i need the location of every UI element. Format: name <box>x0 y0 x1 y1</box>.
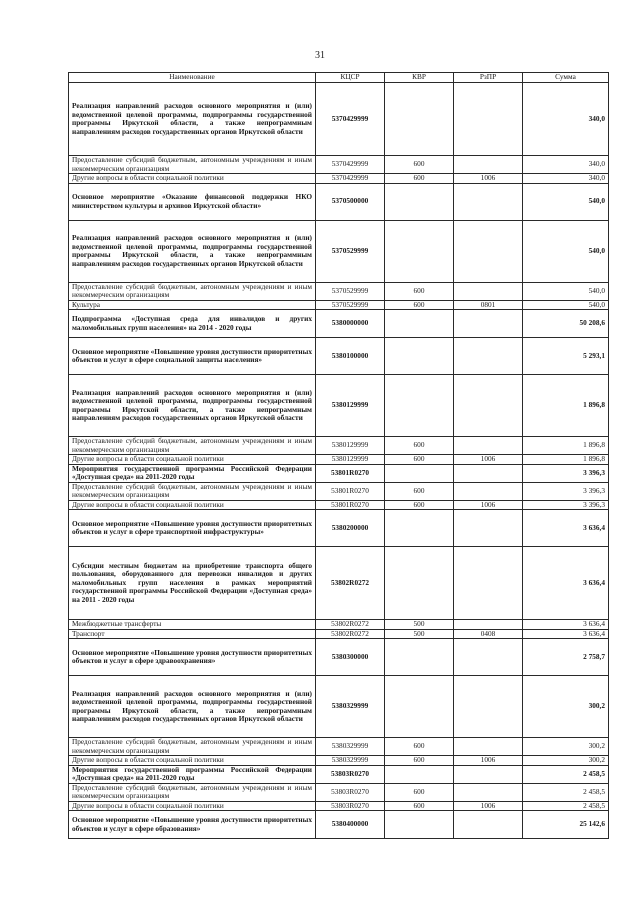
table-row <box>69 811 609 839</box>
cell-code: 53803R0270 <box>316 783 385 801</box>
cell-name: Транспорт <box>69 629 316 639</box>
cell-rzpr <box>454 183 523 220</box>
cell-kvr: 600 <box>385 174 454 184</box>
cell-kvr: 600 <box>385 756 454 766</box>
table-row <box>69 83 609 156</box>
cell-sum: 2 458,5 <box>523 801 609 811</box>
table-row <box>69 310 609 338</box>
cell-sum: 340,0 <box>523 174 609 184</box>
cell-kvr: 600 <box>385 437 454 455</box>
budget-table <box>68 72 609 839</box>
cell-kvr <box>385 375 454 437</box>
cell-sum: 540,0 <box>523 282 609 300</box>
cell-code: 53803R0270 <box>316 765 385 783</box>
cell-rzpr <box>454 375 523 437</box>
cell-rzpr: 0801 <box>454 300 523 310</box>
cell-kvr <box>385 310 454 338</box>
cell-sum: 300,2 <box>523 756 609 766</box>
cell-sum: 340,0 <box>523 156 609 174</box>
cell-name: Мероприятия государственной программы Российской Федерации «Доступная среда» на 2011-2020 годы <box>69 765 316 783</box>
cell-kvr <box>385 765 454 783</box>
cell-kvr: 600 <box>385 156 454 174</box>
cell-code: 5380400000 <box>316 811 385 839</box>
cell-rzpr <box>454 811 523 839</box>
table-row <box>69 620 609 630</box>
column-header-sum: Сумма <box>523 73 609 83</box>
table-row <box>69 639 609 676</box>
cell-code: 5380200000 <box>316 510 385 547</box>
cell-rzpr <box>454 765 523 783</box>
column-header-kvr: КВР <box>385 73 454 83</box>
cell-code: 5380300000 <box>316 639 385 676</box>
cell-code: 5380129999 <box>316 375 385 437</box>
cell-sum: 300,2 <box>523 738 609 756</box>
table-row <box>69 156 609 174</box>
cell-code: 5370529999 <box>316 220 385 282</box>
cell-rzpr: 0408 <box>454 629 523 639</box>
cell-name: Предоставление субсидий бюджетным, автономным учреждениям и иным некоммерческим организациям <box>69 156 316 174</box>
cell-rzpr <box>454 639 523 676</box>
cell-sum: 3 636,4 <box>523 620 609 630</box>
cell-sum: 340,0 <box>523 83 609 156</box>
table-row <box>69 482 609 500</box>
cell-code: 5370529999 <box>316 300 385 310</box>
table-row <box>69 464 609 482</box>
cell-kvr <box>385 183 454 220</box>
cell-rzpr: 1006 <box>454 756 523 766</box>
cell-code: 5380100000 <box>316 338 385 375</box>
table-body <box>69 83 609 839</box>
cell-name: Другие вопросы в области социальной политики <box>69 174 316 184</box>
cell-sum: 3 396,3 <box>523 500 609 510</box>
cell-name: Предоставление субсидий бюджетным, автономным учреждениям и иным некоммерческим организациям <box>69 482 316 500</box>
cell-kvr: 600 <box>385 282 454 300</box>
table-row <box>69 547 609 620</box>
cell-kvr: 600 <box>385 738 454 756</box>
cell-kvr: 600 <box>385 801 454 811</box>
cell-rzpr: 1006 <box>454 801 523 811</box>
cell-name: Культура <box>69 300 316 310</box>
cell-rzpr <box>454 83 523 156</box>
cell-kvr <box>385 510 454 547</box>
cell-rzpr <box>454 547 523 620</box>
cell-code: 53801R0270 <box>316 482 385 500</box>
cell-rzpr: 1006 <box>454 455 523 465</box>
column-header-code: КЦСР <box>316 73 385 83</box>
cell-name: Реализация направлений расходов основного мероприятия и (или) ведомственной целевой программы, подпрограммы государственной программы Иркутской области, а также непрограммным направлениям расходов государственных органов Иркутской области <box>69 375 316 437</box>
cell-rzpr: 1006 <box>454 174 523 184</box>
table-row <box>69 220 609 282</box>
cell-code: 53802R0272 <box>316 629 385 639</box>
cell-code: 53801R0270 <box>316 464 385 482</box>
cell-rzpr <box>454 482 523 500</box>
table-row <box>69 765 609 783</box>
column-header-rzpr: РзПР <box>454 73 523 83</box>
cell-kvr: 500 <box>385 629 454 639</box>
table-row <box>69 676 609 738</box>
table-row <box>69 738 609 756</box>
cell-sum: 50 208,6 <box>523 310 609 338</box>
table-row <box>69 455 609 465</box>
cell-sum: 540,0 <box>523 183 609 220</box>
cell-sum: 3 636,4 <box>523 510 609 547</box>
cell-name: Основное мероприятие «Повышение уровня доступности приоритетных объектов и услуг в сфере здравоохранения» <box>69 639 316 676</box>
cell-kvr <box>385 547 454 620</box>
cell-sum: 2 758,7 <box>523 639 609 676</box>
header-row <box>69 73 609 83</box>
cell-rzpr <box>454 783 523 801</box>
cell-sum: 25 142,6 <box>523 811 609 839</box>
cell-sum: 540,0 <box>523 220 609 282</box>
cell-name: Предоставление субсидий бюджетным, автономным учреждениям и иным некоммерческим организациям <box>69 783 316 801</box>
table-row <box>69 801 609 811</box>
cell-rzpr <box>454 338 523 375</box>
table-row <box>69 756 609 766</box>
cell-kvr: 600 <box>385 455 454 465</box>
cell-name: Другие вопросы в области социальной политики <box>69 455 316 465</box>
cell-name: Субсидии местным бюджетам на приобретение транспорта общего пользования, оборудованного для перевозки инвалидов и других маломобильных групп населения в рамках мероприятий государственной программы Российской Федерации «Доступная среда» на 2011 - 2020 годы <box>69 547 316 620</box>
cell-kvr <box>385 676 454 738</box>
cell-code: 5370429999 <box>316 83 385 156</box>
cell-rzpr <box>454 676 523 738</box>
cell-sum: 3 396,3 <box>523 464 609 482</box>
cell-name: Основное мероприятие «Повышение уровня доступности приоритетных объектов и услуг в сфере образования» <box>69 811 316 839</box>
page-number: 31 <box>315 50 325 61</box>
cell-rzpr <box>454 310 523 338</box>
cell-kvr: 600 <box>385 500 454 510</box>
cell-sum: 540,0 <box>523 300 609 310</box>
cell-name: Реализация направлений расходов основного мероприятия и (или) ведомственной целевой программы, подпрограммы государственной программы Иркутской области, а также непрограммным направлениям расходов государственных органов Иркутской области <box>69 676 316 738</box>
cell-name: Другие вопросы в области социальной политики <box>69 756 316 766</box>
table-row <box>69 510 609 547</box>
cell-name: Основное мероприятие «Повышение уровня доступности приоритетных объектов и услуг в сфере транспортной инфраструктуры» <box>69 510 316 547</box>
cell-code: 5370529999 <box>316 282 385 300</box>
cell-code: 5370429999 <box>316 174 385 184</box>
cell-name: Другие вопросы в области социальной политики <box>69 801 316 811</box>
cell-rzpr <box>454 464 523 482</box>
cell-name: Предоставление субсидий бюджетным, автономным учреждениям и иным некоммерческим организациям <box>69 437 316 455</box>
cell-code: 5370429999 <box>316 156 385 174</box>
cell-code: 5370500000 <box>316 183 385 220</box>
cell-name: Основное мероприятие «Оказание финансовой поддержки НКО министерством культуры и архивов Иркутской области» <box>69 183 316 220</box>
cell-name: Мероприятия государственной программы Российской Федерации «Доступная среда» на 2011-2020 годы <box>69 464 316 482</box>
cell-name: Реализация направлений расходов основного мероприятия и (или) ведомственной целевой программы, подпрограммы государственной программы Иркутской области, а также непрограммным направлениям расходов государственных органов Иркутской области <box>69 220 316 282</box>
cell-kvr: 600 <box>385 783 454 801</box>
cell-kvr <box>385 639 454 676</box>
cell-sum: 2 458,5 <box>523 765 609 783</box>
cell-code: 53803R0270 <box>316 801 385 811</box>
cell-kvr <box>385 338 454 375</box>
cell-kvr: 500 <box>385 620 454 630</box>
cell-code: 5380329999 <box>316 738 385 756</box>
cell-code: 53801R0270 <box>316 500 385 510</box>
cell-kvr: 600 <box>385 300 454 310</box>
table-row <box>69 174 609 184</box>
cell-sum: 2 458,5 <box>523 783 609 801</box>
cell-sum: 3 636,4 <box>523 629 609 639</box>
table-row <box>69 183 609 220</box>
table-row <box>69 629 609 639</box>
cell-name: Основное мероприятие «Повышение уровня доступности приоритетных объектов и услуг в сфере социальной защиты населения» <box>69 338 316 375</box>
cell-sum: 1 896,8 <box>523 455 609 465</box>
cell-sum: 3 636,4 <box>523 547 609 620</box>
cell-rzpr <box>454 156 523 174</box>
cell-rzpr <box>454 220 523 282</box>
cell-sum: 1 896,8 <box>523 437 609 455</box>
cell-sum: 3 396,3 <box>523 482 609 500</box>
cell-kvr: 600 <box>385 482 454 500</box>
cell-code: 5380129999 <box>316 437 385 455</box>
cell-code: 5380129999 <box>316 455 385 465</box>
table-row <box>69 338 609 375</box>
cell-kvr <box>385 811 454 839</box>
cell-rzpr <box>454 437 523 455</box>
table-row <box>69 500 609 510</box>
cell-rzpr <box>454 620 523 630</box>
cell-name: Подпрограмма «Доступная среда для инвалидов и других маломобильных групп населения» на 2014 - 2020 годы <box>69 310 316 338</box>
cell-rzpr <box>454 282 523 300</box>
cell-code: 53802R0272 <box>316 547 385 620</box>
cell-name: Межбюджетные трансферты <box>69 620 316 630</box>
cell-sum: 5 293,1 <box>523 338 609 375</box>
table-row <box>69 375 609 437</box>
cell-sum: 300,2 <box>523 676 609 738</box>
cell-sum: 1 896,8 <box>523 375 609 437</box>
table-row <box>69 282 609 300</box>
cell-code: 53802R0272 <box>316 620 385 630</box>
cell-code: 5380329999 <box>316 756 385 766</box>
cell-name: Предоставление субсидий бюджетным, автономным учреждениям и иным некоммерческим организациям <box>69 282 316 300</box>
cell-name: Реализация направлений расходов основного мероприятия и (или) ведомственной целевой программы, подпрограммы государственной программы Иркутской области, а также непрограммным направлениям расходов государственных органов Иркутской области <box>69 83 316 156</box>
cell-rzpr <box>454 510 523 547</box>
cell-name: Предоставление субсидий бюджетным, автономным учреждениям и иным некоммерческим организациям <box>69 738 316 756</box>
table-row <box>69 300 609 310</box>
table-header <box>69 73 609 83</box>
table-row <box>69 783 609 801</box>
cell-kvr <box>385 220 454 282</box>
cell-name: Другие вопросы в области социальной политики <box>69 500 316 510</box>
cell-kvr <box>385 464 454 482</box>
column-header-name: Наименование <box>69 73 316 83</box>
cell-code: 5380000000 <box>316 310 385 338</box>
cell-kvr <box>385 83 454 156</box>
cell-rzpr <box>454 738 523 756</box>
table-row <box>69 437 609 455</box>
cell-code: 5380329999 <box>316 676 385 738</box>
cell-rzpr: 1006 <box>454 500 523 510</box>
